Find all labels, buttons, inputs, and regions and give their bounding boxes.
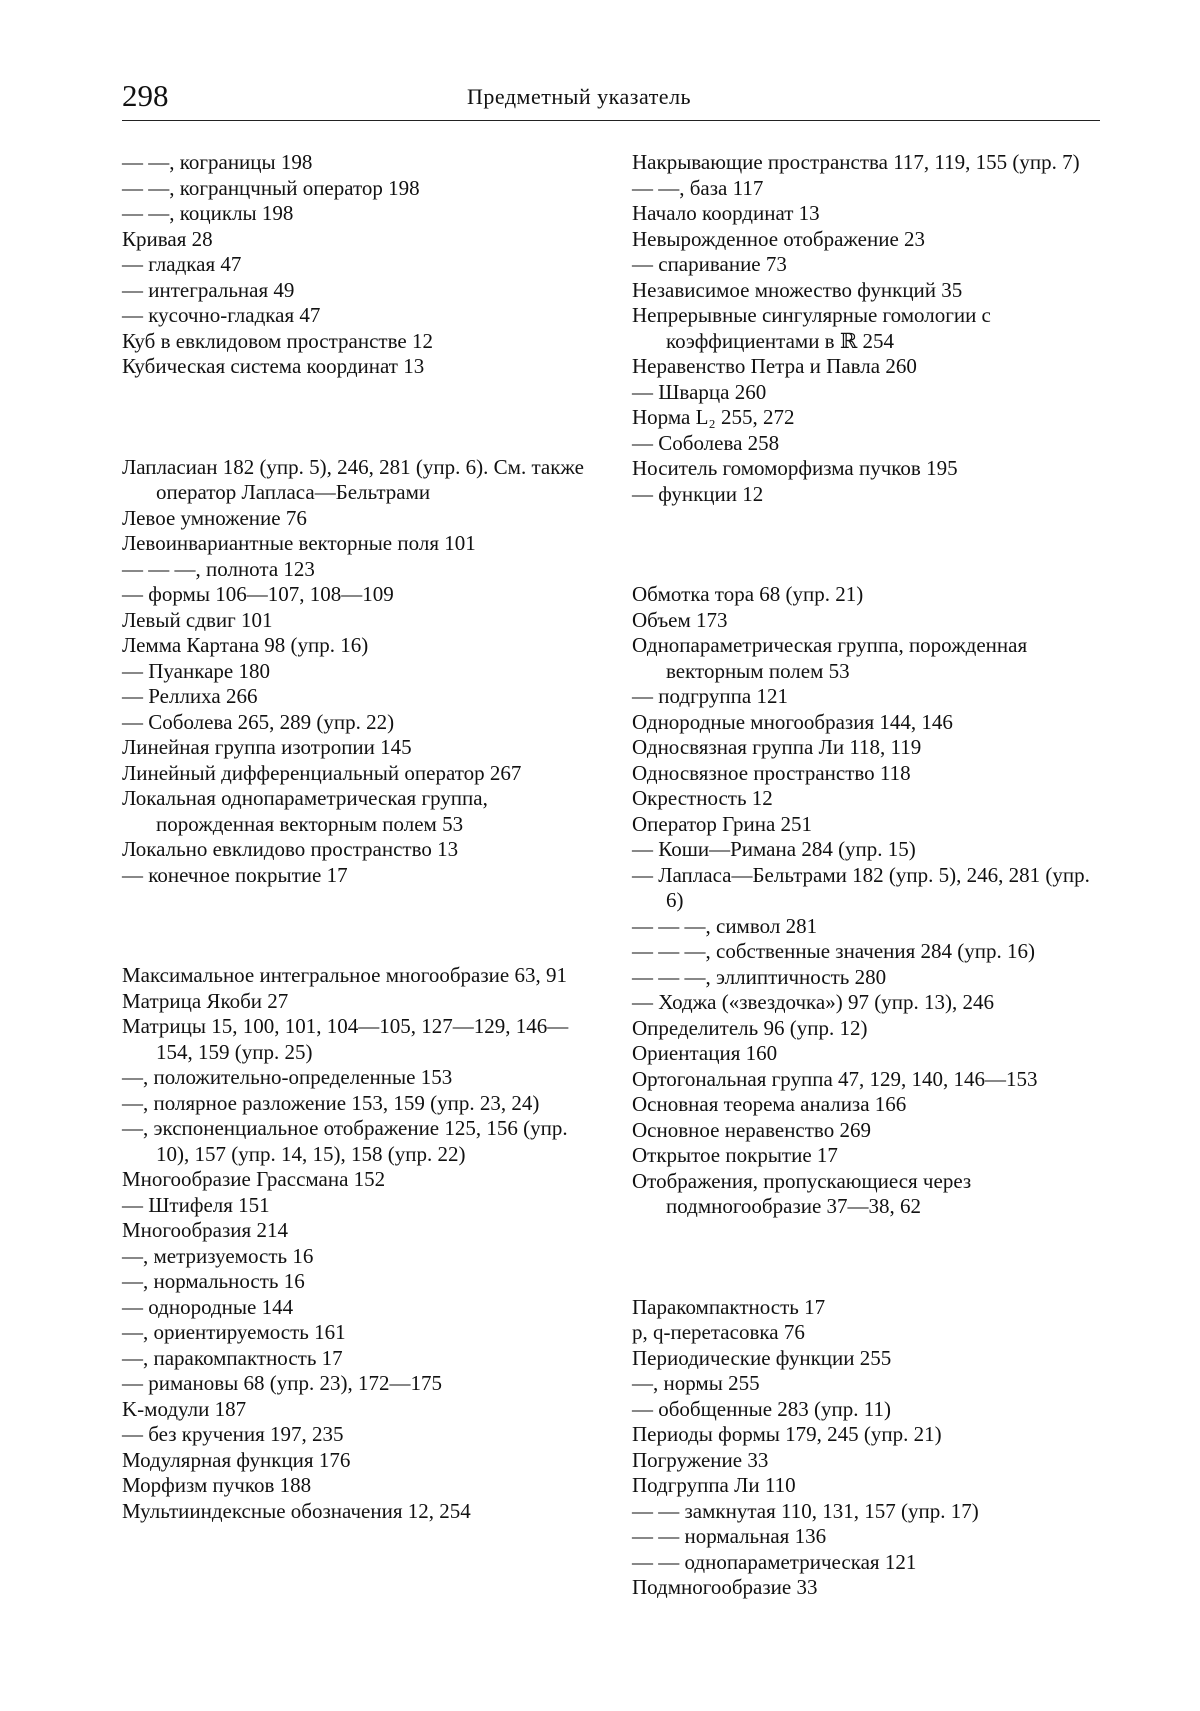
index-entry: Морфизм пучков 188 — [122, 1473, 312, 1497]
index-entry: Основное неравенство 269 — [632, 1117, 871, 1142]
index-entry: — Соболева 265, 289 (упр. 22) — [122, 709, 395, 734]
index-entry: — интегральная 49 — [122, 277, 295, 302]
section-gap — [122, 888, 602, 963]
index-entry: Периоды формы 179, 245 (упр. 21) — [632, 1422, 942, 1446]
index-entry: —, нормальность 16 — [122, 1269, 305, 1293]
index-entry: — кусочно-гладкая 47 — [122, 303, 321, 327]
index-entry: Односвязная группа Ли 118, 119 — [632, 735, 922, 759]
index-entry: Накрывающие пространства 117, 119, 155 (упр. 7) — [632, 150, 1080, 174]
index-entry: Лапласиан 182 (упр. 5), 246, 281 (упр. 6). См. также оператор Лапласа—Бельтрами — [122, 454, 584, 504]
index-entry: —, положительно-определенные 153 — [122, 1065, 453, 1089]
index-entry: —, нормы 255 — [632, 1371, 760, 1395]
index-entry: —, экспоненциальное отображение 125, 156 (упр. 10), 157 (упр. 14, 15), 158 (упр. 22) — [122, 1116, 568, 1166]
index-entry: Подгруппа Ли 110 — [632, 1473, 796, 1497]
index-entry: — гладкая 47 — [122, 252, 242, 276]
index-entry: — —, коциклы 198 — [122, 201, 294, 225]
index-entry: — спаривание 73 — [632, 252, 787, 276]
header-rule — [122, 120, 1100, 121]
index-column-left — [122, 150, 602, 1524]
index-entry: Лемма Картана 98 (упр. 16) — [122, 633, 369, 657]
index-entry: Неравенство Петра и Павла 260 — [632, 354, 917, 378]
index-entry: Определитель 96 (упр. 12) — [632, 1015, 868, 1040]
index-entry: Матрица Якоби 27 — [122, 988, 289, 1013]
index-entry: — —, когранцчный оператор 198 — [122, 175, 420, 200]
index-entry: — Лапласа—Бельтрами 182 (упр. 5), 246, 281 (упр. 6) — [632, 862, 1090, 912]
index-entry: Носитель гомоморфизма пучков 195 — [632, 456, 958, 480]
index-entry: — — —, символ 281 — [632, 913, 818, 938]
index-entry: — — —, полнота 123 — [122, 556, 315, 581]
index-entry: Левый сдвиг 101 — [122, 607, 273, 632]
index-entry: Локальная однопараметрическая группа, порожденная векторным полем 53 — [122, 786, 488, 836]
index-entry: — — однопараметрическая 121 — [632, 1549, 917, 1574]
index-entry: — Шварца 260 — [632, 379, 767, 404]
index-entry: — формы 106—107, 108—109 — [122, 582, 394, 606]
index-entry: — функции 12 — [632, 481, 764, 506]
index-entry: Погружение 33 — [632, 1447, 769, 1472]
index-entry: Невырожденное отображение 23 — [632, 226, 926, 251]
index-entry: Непрерывные сингулярные гомологии с коэффициентами в ℝ 254 — [632, 303, 991, 353]
index-entry: Объем 173 — [632, 607, 728, 632]
index-entry: — Пуанкаре 180 — [122, 658, 270, 683]
section-gap — [632, 1220, 1102, 1295]
index-entry: Обмотка тора 68 (упр. 21) — [632, 582, 864, 606]
index-entry: Независимое множество функций 35 — [632, 277, 963, 302]
index-entry: Отображения, пропускающиеся через подмногообразие 37—38, 62 — [632, 1168, 972, 1218]
index-entry: — — —, собственные значения 284 (упр. 16) — [632, 939, 1036, 963]
index-entry: —, ориентируемость 161 — [122, 1320, 346, 1344]
index-entry: — однородные 144 — [122, 1294, 294, 1319]
index-entry: Ориентация 160 — [632, 1041, 778, 1065]
section-gap — [122, 380, 602, 455]
index-entry: Основная теорема анализа 166 — [632, 1092, 907, 1116]
index-entry: Ортогональная группа 47, 129, 140, 146—153 — [632, 1066, 1038, 1091]
index-entry: — — нормальная 136 — [632, 1524, 827, 1548]
index-entry: Линейная группа изотропии 145 — [122, 735, 412, 759]
index-entry: — — замкнутая 110, 131, 157 (упр. 17) — [632, 1498, 979, 1523]
index-entry: — Соболева 258 — [632, 430, 780, 455]
index-entry: K-модули 187 — [122, 1396, 247, 1421]
index-entry: Оператор Грина 251 — [632, 811, 813, 836]
index-entry: — римановы 68 (упр. 23), 172—175 — [122, 1371, 442, 1395]
index-entry: Модулярная функция 176 — [122, 1447, 351, 1472]
index-column-right — [632, 150, 1102, 1601]
index-entry: Максимальное интегральное многообразие 63, 91 — [122, 963, 567, 987]
index-entry: p, q-перетасовка 76 — [632, 1320, 805, 1344]
index-entry: Однопараметрическая группа, порожденная векторным полем 53 — [632, 633, 1028, 683]
index-entry: Левоинвариантные векторные поля 101 — [122, 531, 476, 555]
index-entry: Подмногообразие 33 — [632, 1575, 818, 1599]
index-entry: —, паракомпактность 17 — [122, 1345, 343, 1370]
index-entry: Кривая 28 — [122, 226, 213, 251]
index-entry: — Штифеля 151 — [122, 1192, 270, 1217]
index-entry: — Ходжа («звездочка») 97 (упр. 13), 246 — [632, 990, 994, 1014]
index-entry: — Реллиха 266 — [122, 684, 258, 708]
index-entry: — Коши—Римана 284 (упр. 15) — [632, 837, 916, 861]
index-entry: Однородные многообразия 144, 146 — [632, 709, 953, 734]
index-entry: Левое умножение 76 — [122, 505, 307, 530]
index-entry: Паракомпактность 17 — [632, 1294, 826, 1319]
index-entry: Многообразие Грассмана 152 — [122, 1167, 386, 1191]
section-gap — [632, 507, 1102, 582]
index-entry: Норма L₂ 255, 272 — [632, 405, 795, 429]
index-entry: Окрестность 12 — [632, 786, 773, 810]
index-entry: Линейный дифференциальный оператор 267 — [122, 760, 522, 785]
index-entry: — подгруппа 121 — [632, 684, 788, 708]
index-entry: Периодические функции 255 — [632, 1345, 892, 1370]
page-number: 298 — [122, 78, 169, 113]
index-entry: Открытое покрытие 17 — [632, 1143, 838, 1167]
index-entry: Начало координат 13 — [632, 201, 820, 225]
index-entry: Односвязное пространство 118 — [632, 760, 911, 785]
index-entry: — — —, эллиптичность 280 — [632, 964, 887, 989]
index-entry: — обобщенные 283 (упр. 11) — [632, 1396, 891, 1421]
index-entry: — —, кограницы 198 — [122, 150, 313, 174]
index-entry: Многообразия 214 — [122, 1218, 288, 1242]
index-entry: — —, база 117 — [632, 175, 764, 200]
index-entry: Мультииндексные обозначения 12, 254 — [122, 1498, 471, 1523]
index-entry: Кубическая система координат 13 — [122, 354, 425, 378]
index-entry: — без кручения 197, 235 — [122, 1422, 344, 1446]
page-header — [122, 78, 1100, 118]
index-entry: —, полярное разложение 153, 159 (упр. 23, 24) — [122, 1090, 540, 1115]
index-entry: Куб в евклидовом пространстве 12 — [122, 328, 433, 353]
index-entry: Матрицы 15, 100, 101, 104—105, 127—129, 146—154, 159 (упр. 25) — [122, 1014, 569, 1064]
index-entry: Локально евклидово пространство 13 — [122, 837, 459, 861]
index-entry: —, метризуемость 16 — [122, 1243, 314, 1268]
index-entry: — конечное покрытие 17 — [122, 862, 348, 887]
running-title: Предметный указатель — [467, 84, 692, 109]
